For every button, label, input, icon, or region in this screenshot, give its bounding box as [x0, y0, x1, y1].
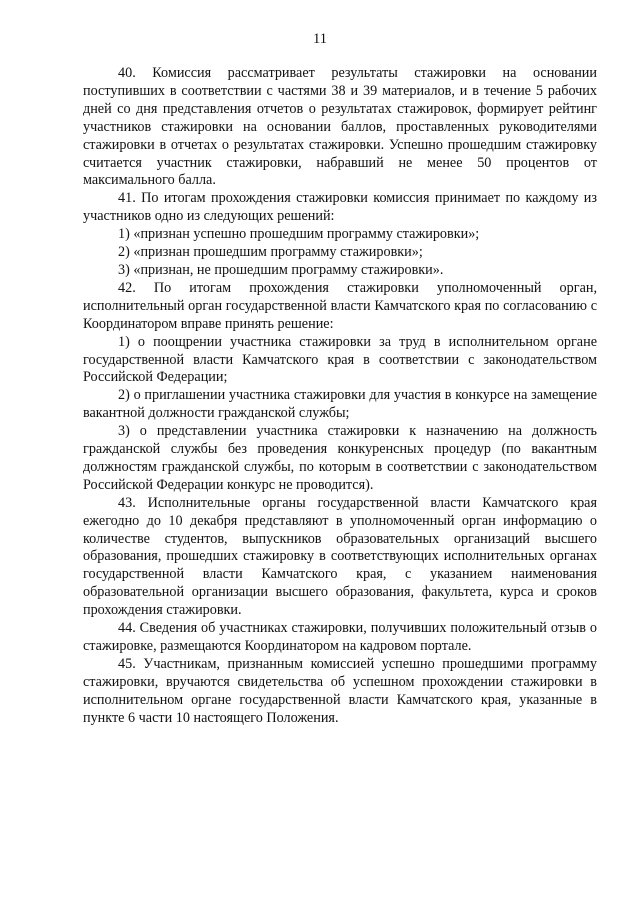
paragraph-45: 45. Участникам, признанным комиссией успешно прошедшими программу стажировки, вручаются свидетельства об успешном прохождении стажировки в исполнительном органе государственной власти Камчатского края, указанные в пункте 6 части 10 настоящего Положения.: [83, 655, 597, 726]
paragraph-41: 41. По итогам прохождения стажировки комиссия принимает по каждому из участников одно из следующих решений:: [83, 190, 597, 225]
paragraph-42-item-2: 2) о приглашении участника стажировки для участия в конкурсе на замещение вакантной должности гражданской службы;: [83, 387, 597, 422]
paragraph-42: 42. По итогам прохождения стажировки уполномоченный орган, исполнительный орган государственной власти Камчатского края по согласованию с Координатором вправе принять решение:: [83, 279, 597, 332]
paragraph-40: 40. Комиссия рассматривает результаты стажировки на основании поступивших в соответствии с частями 38 и 39 материалов, и в течение 5 рабочих дней со дня представления отчетов о результатах стажировок, формирует рейтинг участников стажировки на основании баллов, проставленных руководителями стажировки в отчетах о результатах стажировки. Успешно прошедшим стажировку считается участник стажировки, набравший не менее 50 процентов от максимального балла.: [83, 65, 597, 189]
paragraph-42-item-3: 3) о представлении участника стажировки к назначению на должность гражданской службы без проведения конкуренсных процедур (по вакантным должностям гражданской службы, по которым в соответствии с законодательством Российской Федерации конкурс не проводится).: [83, 423, 597, 493]
page-number: 11: [313, 31, 327, 47]
document-body: [83, 65, 597, 728]
paragraph-41-item-1: 1) «признан успешно прошедшим программу стажировки»;: [118, 226, 480, 243]
paragraph-42-item-1: 1) о поощрении участника стажировки за труд в исполнительном органе государственной власти Камчатского края в соответствии с законодательством Российской Федерации;: [83, 333, 597, 386]
paragraph-41-item-2: 2) «признан прошедшим программу стажировки»;: [118, 244, 423, 261]
paragraph-43: 43. Исполнительные органы государственной власти Камчатского края ежегодно до 10 декабря представляют в уполномоченный орган информацию о количестве студентов, выпускников образовательных организаций высшего образования, прошедших стажировку в соответствующих исполнительных органах государственной власти Камчатского края, с указанием наименования образовательной организации высшего образования, факультета, курса и сроков прохождения стажировки.: [83, 494, 597, 619]
paragraph-44: 44. Сведения об участниках стажировки, получивших положительный отзыв о стажировке, размещаются Координатором на кадровом портале.: [83, 620, 597, 654]
paragraph-41-item-3: 3) «признан, не прошедшим программу стажировки».: [118, 261, 444, 278]
